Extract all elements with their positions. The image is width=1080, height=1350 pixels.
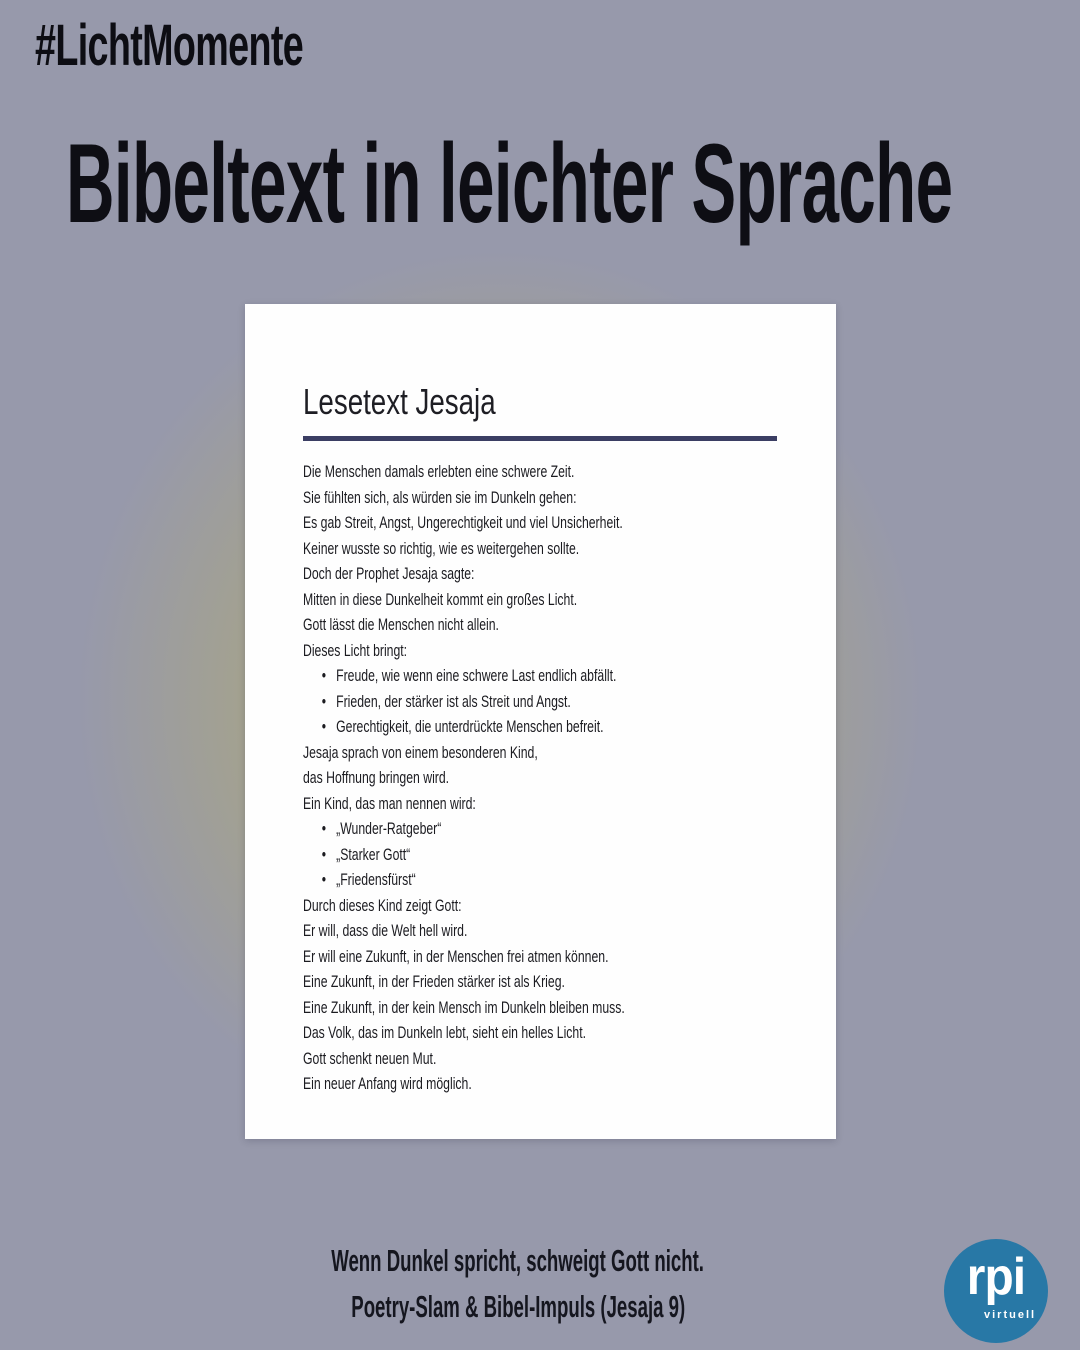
text-line: Eine Zukunft, in der Frieden stärker ist als Krieg.: [303, 972, 565, 991]
bullet-item: • „Starker Gott“: [303, 842, 793, 868]
logo-wordmark: rpi: [966, 1248, 1026, 1306]
text-line: Durch dieses Kind zeigt Gott:: [303, 895, 462, 915]
text-line: Ein neuer Anfang wird möglich.: [303, 1074, 472, 1093]
logo-subtext: virtuell: [984, 1309, 1037, 1321]
text-line: Doch der Prophet Jesaja sagte:: [303, 564, 475, 583]
footer-captions: [0, 1238, 1036, 1330]
text-line: Es gab Streit, Angst, Ungerechtigkeit und viel Unsicherheit.: [303, 513, 623, 532]
text-line: Er will, dass die Welt hell wird.: [303, 921, 468, 940]
text-line: Keiner wusste so richtig, wie es weitergehen sollte.: [303, 538, 580, 558]
bullet-item: • „Wunder-Ratgeber“: [303, 816, 793, 842]
text-line: Dieses Licht bringt:: [303, 640, 408, 660]
hashtag: #LichtMomente: [35, 13, 304, 78]
text-line: das Hoffnung bringen wird.: [303, 768, 450, 787]
footer-subtitle-text: Poetry-Slam & Bibel-Impuls (Jesaja 9): [351, 1289, 685, 1324]
bullet-item: • Gerechtigkeit, die unterdrückte Menschen befreit.: [303, 714, 793, 740]
card-heading: Lesetext Jesaja: [303, 381, 496, 422]
text-line: Ein Kind, das man nennen wird:: [303, 793, 476, 813]
reading-card: [245, 304, 836, 1139]
text-line: Gott schenkt neuen Mut.: [303, 1048, 437, 1068]
footer-quote-text: Wenn Dunkel spricht, schweigt Gott nicht.: [331, 1243, 705, 1278]
text-line: Das Volk, das im Dunkeln lebt, sieht ein helles Licht.: [303, 1023, 587, 1042]
heading-divider: [303, 436, 777, 441]
bullet-item: • „Friedensfürst“: [303, 867, 793, 893]
text-line: Gott lässt die Menschen nicht allein.: [303, 615, 499, 634]
text-line: Jesaja sprach von einem besonderen Kind,: [303, 742, 538, 762]
text-line: Mitten in diese Dunkelheit kommt ein großes Licht.: [303, 589, 578, 609]
bullet-item: • Frieden, der stärker ist als Streit und Angst.: [303, 689, 793, 715]
card-body: [303, 459, 793, 1097]
text-line: Er will eine Zukunft, in der Menschen frei atmen können.: [303, 946, 609, 966]
bullet-item: • Freude, wie wenn eine schwere Last endlich abfällt.: [303, 663, 793, 689]
text-line: Sie fühlten sich, als würden sie im Dunkeln gehen:: [303, 487, 577, 507]
text-line: Die Menschen damals erlebten eine schwere Zeit.: [303, 462, 575, 481]
rpi-logo: [944, 1239, 1048, 1343]
footer-quote: [0, 1238, 1036, 1284]
footer-subtitle: [0, 1284, 1036, 1330]
page-title: Bibeltext in leichter Sprache: [66, 121, 953, 246]
text-line: Eine Zukunft, in der kein Mensch im Dunkeln bleiben muss.: [303, 997, 625, 1017]
